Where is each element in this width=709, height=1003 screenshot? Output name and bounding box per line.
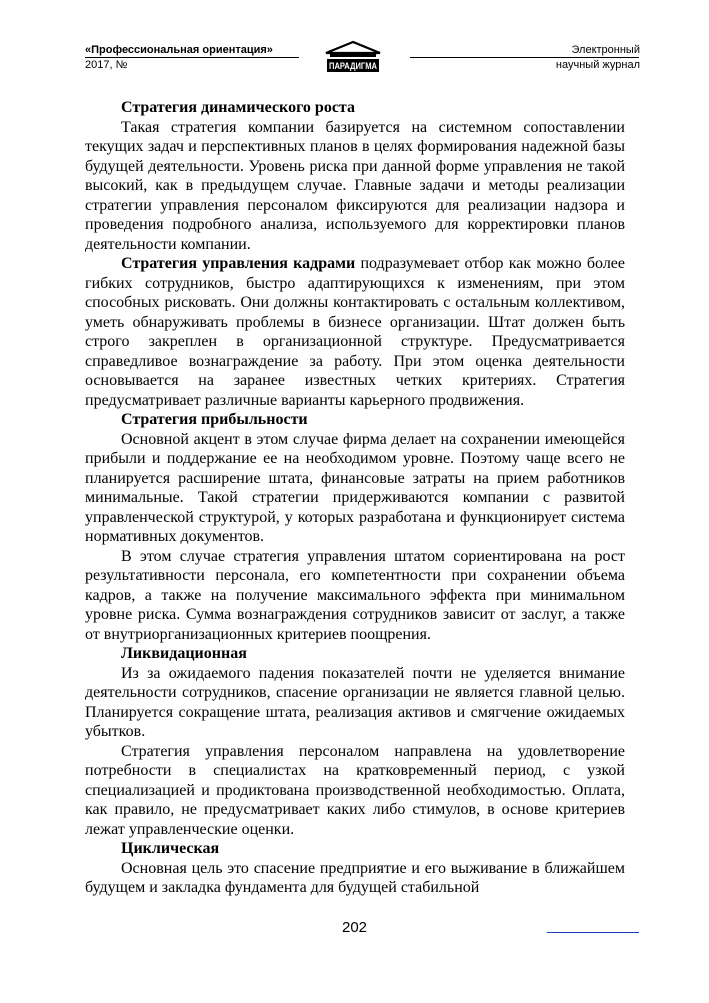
header-rule-left [85, 57, 299, 58]
paradigma-logo-icon [322, 40, 384, 74]
text-hr-strategy: подразумевает отбор как можно более гибких сотрудников, быстро адаптирующихся к изменениям, при этом способных рисковать. Они должны контактировать с остальным коллективом, уметь обнаруживать проблемы в бизнесе организации. Штат должен быть строго закреплен в организационной структуре. Предусматривается справедливое вознаграждение за работу. При этом оценка деятельности основывается на заранее известных четких критериях. Стратегия предусматривает различные варианты карьерного продвижения. [85, 255, 625, 409]
paragraph-profit-2: В этом случае стратегия управления штатом сориентирована на рост результативности персонала, его компетентности при сохранении объема кадров, а также на получение максимального эффекта при минимальном уровне риска. Сумма вознаграждения сотрудников зависит от заслуг, а также от внутриорганизационных критериев поощрения. [85, 547, 625, 643]
footer-rule [547, 932, 639, 933]
paragraph-liquidation-2: Стратегия управления персоналом направлена на удовлетворение потребности в специалистах на кратковременный период, с узкой специализацией и продиктована производственной необходимостью. Оплата, как правило, не предусматривает каких либо стимулов, в основе критериев лежат управленческие оценки. [85, 742, 625, 838]
journal-year: 2017, № [85, 59, 128, 71]
journal-subtitle: научный журнал [555, 59, 640, 71]
header-rule-right [410, 57, 639, 58]
heading-liquidation: Ликвидационная [121, 645, 247, 662]
paragraph-profit-1: Основной акцент в этом случае фирма делает на сохранении имеющейся прибыли и поддержание ее на необходимом уровне. Поэтому чаще всего не планируется расширение штата, финансовые затраты на прием работников минимальные. Такой стратегии придерживаются компании с развитой управленческой структурой, у которых разработана и функционирует система нормативных документов. [85, 430, 625, 545]
lead-hr-strategy: Стратегия управления кадрами [121, 255, 356, 272]
paragraph-liquidation-1: Из за ожидаемого падения показателей почти не уделяется внимание деятельности сотрудников, спасение организации не является главной целью. Планируется сокращение штата, реализация активов и смягчение ожидаемых убытков. [85, 664, 625, 740]
journal-type: Электронный [571, 44, 640, 56]
paragraph-hr-strategy [85, 254, 625, 410]
page-number: 202 [341, 919, 368, 936]
paragraph-growth-strategy: Такая стратегия компании базируется на системном сопоставлении текущих задач и перспективных планов в целях формирования надежной базы будущей деятельности. Уровень риска при данной форме управления не такой высокий, как в предыдущем случае. Главные задачи и методы реализации стратегии управления персоналом фиксируются для реализации надзора и проведения подробного анализа, используемого для корректировки планов деятельности компании. [85, 118, 625, 253]
heading-cyclic: Циклическая [121, 840, 220, 857]
article-body [85, 98, 625, 898]
svg-text:ПАРАДИГМА: ПАРАДИГМА [329, 61, 378, 71]
paragraph-cyclic: Основная цель это спасение предприятие и его выживание в ближайшем будущем и закладка фундамента для будущей стабильной [85, 859, 625, 896]
heading-profit-strategy: Стратегия прибыльности [121, 411, 308, 428]
journal-title: «Профессиональная ориентация» [85, 44, 273, 56]
heading-growth-strategy: Стратегия динамического роста [121, 99, 355, 116]
